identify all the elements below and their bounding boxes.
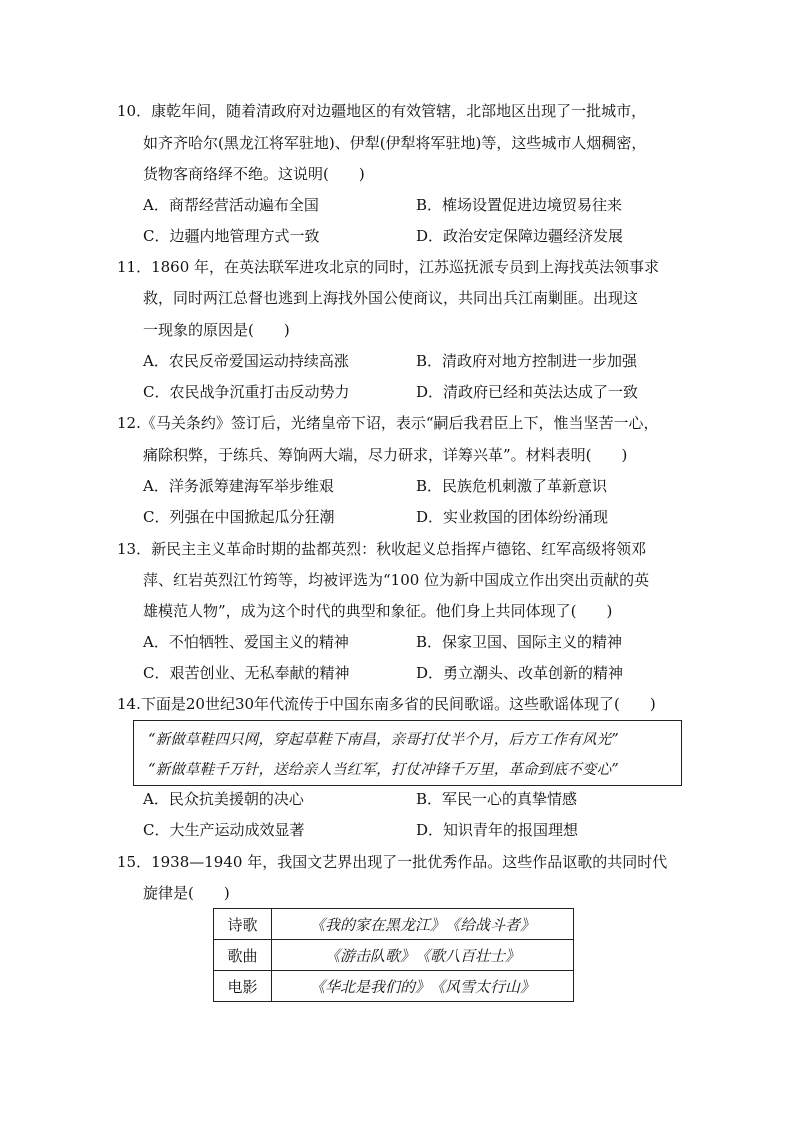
works-cell: 《华北是我们的》 《风雪太行山》	[272, 971, 574, 1002]
q12-stem-line1: 12.《马关条约》签订后，光绪皇帝下诏，表示“嗣后我君臣上下，惟当坚苦一心，	[117, 414, 659, 432]
q13-option-b[interactable]: B．保家卫国、国际主义的精神	[416, 633, 623, 651]
q12-option-d[interactable]: D．实业救国的团体纷纷涌现	[416, 508, 609, 526]
q14-option-c[interactable]: C．大生产运动成效显著	[143, 821, 305, 839]
category-cell: 诗歌	[214, 909, 272, 940]
q12-option-a[interactable]: A．洋务派筹建海军举步维艰	[143, 477, 334, 495]
q12-stem-line2: 痛除积弊，于练兵、筹饷两大端，尽力研求，详筹兴革”。材料表明( )	[143, 446, 628, 464]
category-cell: 歌曲	[214, 940, 272, 971]
q14-stem-line1: 14.下面是20世纪30年代流传于中国东南多省的民间歌谣。这些歌谣体现了( )	[117, 695, 656, 713]
q14-option-b[interactable]: B．军民一心的真挚情感	[416, 790, 578, 808]
q13-option-c[interactable]: C．艰苦创业、无私奉献的精神	[143, 664, 350, 682]
q14-option-a[interactable]: A．民众抗美援朝的决心	[143, 790, 304, 808]
q10-option-d[interactable]: D．政治安定保障边疆经济发展	[416, 227, 624, 245]
q10-option-a[interactable]: A．商帮经营活动遍布全国	[143, 196, 319, 214]
q13-stem-line3: 雄模范人物”，成为这个时代的典型和象征。他们身上共同体现了( )	[143, 602, 613, 620]
q10-stem-line3: 货物客商络绎不绝。这说明( )	[143, 165, 365, 183]
q10-option-c[interactable]: C．边疆内地管理方式一致	[143, 227, 320, 245]
works-cell: 《我的家在黑龙江》 《给战斗者》	[272, 909, 574, 940]
q11-option-a[interactable]: A．农民反帝爱国运动持续高涨	[143, 352, 349, 370]
table-row	[214, 971, 574, 1002]
table-row	[214, 909, 574, 940]
works-cell: 《游击队歌》 《歌八百壮士》	[272, 940, 574, 971]
category-cell: 电影	[214, 971, 272, 1002]
q15-stem-line2: 旋律是( )	[143, 884, 230, 902]
q12-option-b[interactable]: B．民族危机刺激了革新意识	[416, 477, 608, 495]
q10-option-b[interactable]: B．榷场设置促进边境贸易往来	[416, 196, 623, 214]
q11-stem-line1: 11．1860 年，在英法联军进攻北京的同时，江苏巡抚派专员到上海找英法领事求	[117, 258, 660, 276]
q15-stem-line1: 15．1938—1940 年，我国文艺界出现了一批优秀作品。这些作品讴歌的共同时代	[117, 853, 668, 871]
q11-option-b[interactable]: B．清政府对地方控制进一步加强	[416, 352, 638, 370]
q14-option-d[interactable]: D．知识青年的报国理想	[416, 821, 579, 839]
table-row	[214, 940, 574, 971]
q11-option-d[interactable]: D．清政府已经和英法达成了一致	[416, 383, 639, 401]
q13-stem-line2: 萍、红岩英烈江竹筠等，均被评选为“100 位为新中国成立作出突出贡献的英	[143, 571, 650, 589]
q13-option-d[interactable]: D．勇立潮头、改革创新的精神	[416, 664, 624, 682]
folk-song-line1: “新做草鞋四只网，穿起草鞋下南昌，亲哥打仗半个月，后方工作有风光”	[148, 732, 619, 748]
q11-stem-line3: 一现象的原因是( )	[143, 321, 290, 339]
folk-song-box	[133, 720, 682, 786]
q11-option-c[interactable]: C．农民战争沉重打击反动势力	[143, 383, 350, 401]
q13-option-a[interactable]: A．不怕牺牲、爱国主义的精神	[143, 633, 349, 651]
q12-option-c[interactable]: C．列强在中国掀起瓜分狂潮	[143, 508, 335, 526]
q10-stem-line1: 10．康乾年间，随着清政府对边疆地区的有效管辖，北部地区出现了一批城市，	[117, 102, 647, 120]
works-table	[213, 908, 574, 1002]
q11-stem-line2: 救，同时两江总督也逃到上海找外国公使商议，共同出兵江南剿匪。出现这	[143, 289, 639, 307]
folk-song-line2: “新做草鞋千万针，送给亲人当红军，打仗冲锋千万里，革命到底不变心”	[148, 762, 619, 778]
q13-stem-line1: 13．新民主主义革命时期的盐都英烈：秋收起义总指挥卢德铭、红军高级将领邓	[117, 540, 647, 558]
q10-stem-line2: 如齐齐哈尔(黑龙江将军驻地)、伊犁(伊犁将军驻地)等，这些城市人烟稠密，	[143, 134, 647, 152]
